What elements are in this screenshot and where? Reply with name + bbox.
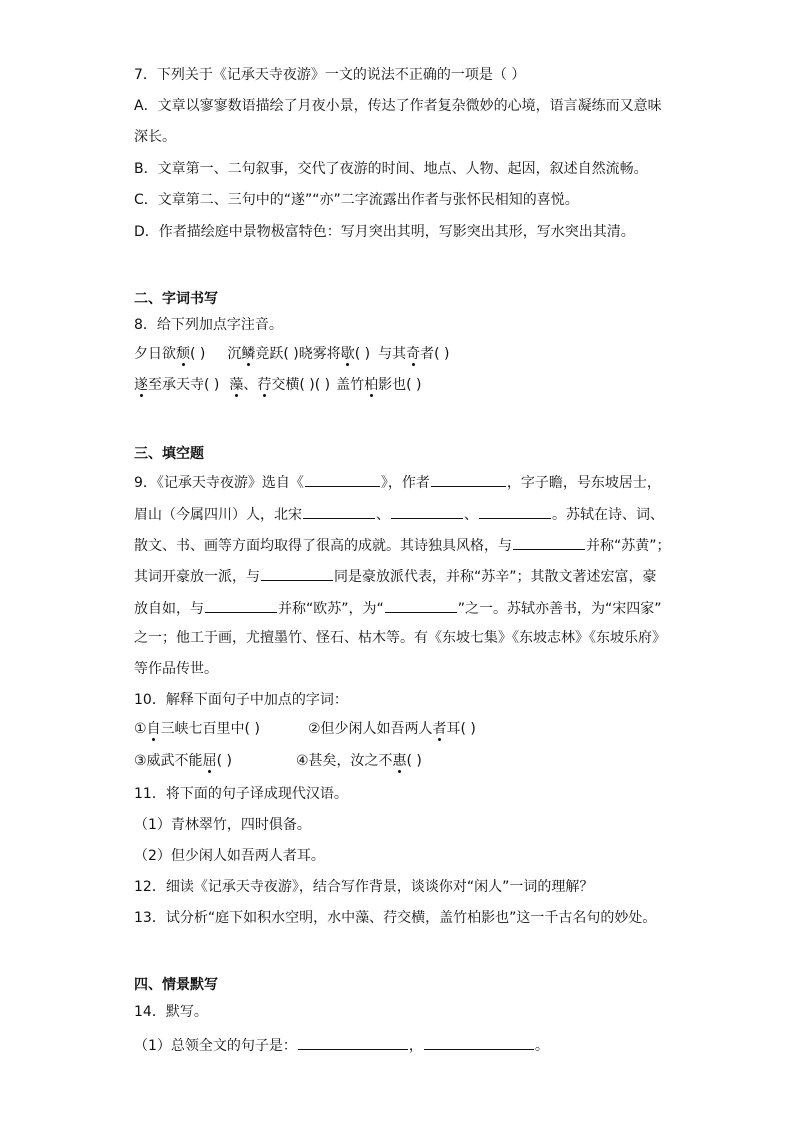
fill-blank[interactable] [513, 535, 585, 550]
question-9-line3: 散文、书、画等方面均取得了很高的成就。其诗独具风格，与 并称“苏黄”； [134, 535, 671, 555]
q8-item-1: 夕日欲颓( ) [134, 346, 206, 362]
question-9-line2: 眉山（今属四川）人，北宋 、 、 。苏轼在诗、词、 [134, 504, 664, 524]
q10-item-2: ②但少闲人如吾两人者耳( ) [307, 721, 476, 737]
q8-item-5: 遂至承天寺( ) [134, 377, 220, 393]
question-8-stem: 8．给下列加点字注音。 [134, 317, 283, 333]
question-10-row1 [134, 720, 476, 738]
question-14-stem: 14．默写。 [134, 1004, 208, 1020]
fill-blank[interactable] [298, 1035, 408, 1050]
question-9-line4: 其词开豪放一派，与 同是豪放派代表，并称“苏辛”；其散文著述宏富，豪 [134, 566, 657, 586]
q8-item-3: 晓雾将歇( ) [298, 346, 371, 362]
q8-item-6: 藻、荇交横( )( ) [229, 377, 331, 393]
question-11-sentence-1: （1）青林翠竹，四时俱备。 [134, 817, 311, 833]
q10-item-3: ③威武不能屈( ) [134, 753, 232, 769]
question-7-option-a-line2: 深长。 [134, 129, 176, 145]
question-8-row2 [134, 376, 422, 394]
q8-item-4: 与其奇者( ) [378, 346, 450, 362]
fill-blank[interactable] [205, 598, 277, 613]
section-2-heading: 二、字词书写 [134, 291, 218, 307]
fill-blank[interactable] [391, 504, 463, 519]
question-7-option-b: B．文章第一、二句叙事，交代了夜游的时间、地点、人物、起因，叙述自然流畅。 [134, 161, 648, 177]
question-12: 12．细读《记承天寺夜游》，结合写作背景，谈谈你对“闲人”一词的理解？ [134, 879, 594, 895]
question-9-line7: 等作品传世。 [134, 661, 218, 677]
question-13: 13．试分析“庭下如积水空明，水中藻、荇交横，盖竹柏影也”这一千古名句的妙处。 [134, 910, 657, 926]
section-4-heading: 四、情景默写 [134, 977, 218, 993]
question-9-line5: 放自如，与 并称“欧苏”，为“ ”之一。苏轼亦善书，为“宋四家” [134, 598, 662, 618]
question-9-line1: 9．《记承天寺夜游》选自《 》，作者 ，字子瞻，号东坡居士， [134, 472, 661, 492]
question-14-item-1: （1）总领全文的句子是： ， 。 [134, 1035, 549, 1055]
q10-item-4: ④甚矣，汝之不惠( ) [295, 753, 422, 769]
question-7-stem: 7．下列关于《记承天寺夜游》一文的说法不正确的一项是（ ） [134, 67, 526, 83]
section-3-heading: 三、填空题 [134, 446, 204, 462]
fill-blank[interactable] [479, 504, 551, 519]
fill-blank[interactable] [303, 504, 375, 519]
question-7-option-c: C．文章第二、三句中的“遂”“亦”二字流露出作者与张怀民相知的喜悦。 [134, 192, 579, 208]
question-7-option-a-line1: A．文章以寥寥数语描绘了月夜小景，传达了作者复杂微妙的心境，语言凝练而又意味 [134, 98, 662, 114]
question-10-stem: 10．解释下面句子中加点的字词： [134, 692, 348, 708]
question-11-stem: 11．将下面的句子译成现代汉语。 [134, 786, 348, 802]
fill-blank[interactable] [431, 472, 506, 487]
question-11-sentence-2: （2）但少闲人如吾两人者耳。 [134, 848, 325, 864]
fill-blank[interactable] [385, 598, 457, 613]
question-8-row1 [134, 345, 450, 363]
fill-blank[interactable] [305, 472, 380, 487]
fill-blank[interactable] [424, 1035, 534, 1050]
question-7-option-d: D．作者描绘庭中景物极富特色：写月突出其明，写影突出其形，写水突出其清。 [134, 224, 635, 240]
q8-item-2: 沉鳞竞跃( ) [227, 346, 299, 362]
q8-item-7: 盖竹柏影也( ) [336, 377, 422, 393]
question-9-line6: 之一；他工于画，尤擅墨竹、怪石、枯木等。有《东坡七集》《东坡志林》《东坡乐府》 [134, 630, 666, 646]
question-10-row2 [134, 752, 422, 770]
fill-blank[interactable] [261, 566, 333, 581]
q10-item-1: ①自三峡七百里中( ) [134, 721, 260, 737]
